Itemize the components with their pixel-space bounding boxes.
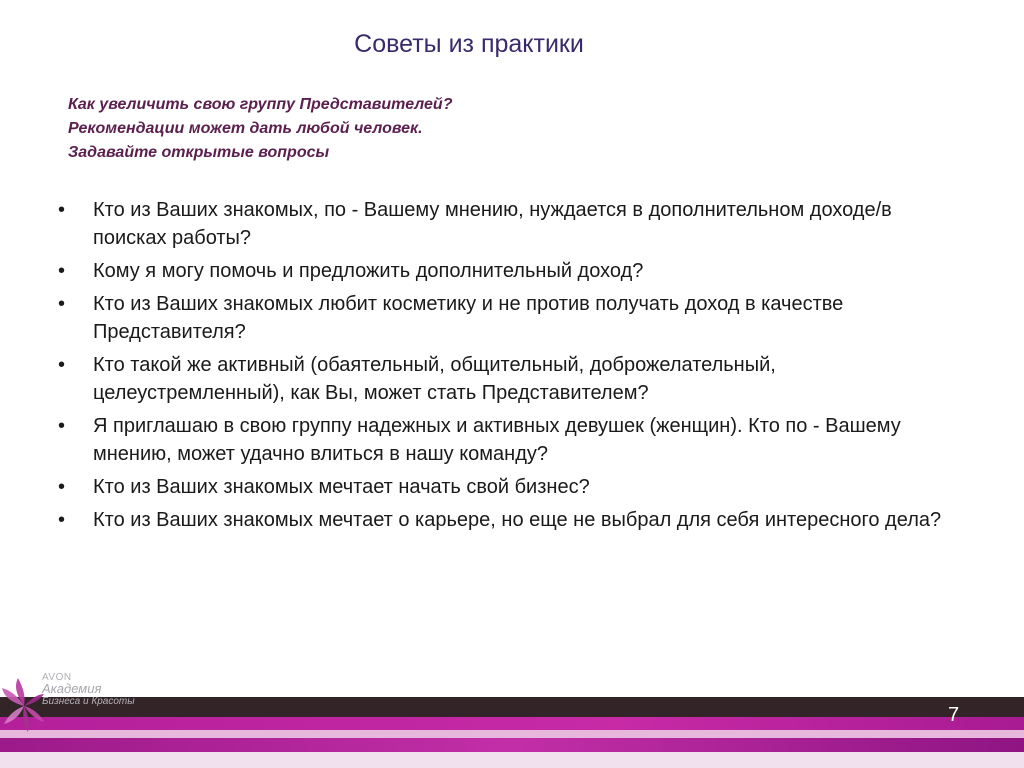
footer-band-purple-lower [0,738,1024,752]
bullet-text: Кто такой же активный (обаятельный, общительный, доброжелательный, целеустремленный), как Вы, может стать Представителем? [93,354,776,404]
bullet-item [58,506,958,534]
bullet-item [58,351,958,407]
lotus-flower-icon [2,676,46,734]
bullet-icon: • [58,260,66,282]
logo-name: Академия [42,681,102,696]
subtitle-line: Как увеличить свою группу Представителей? [68,96,453,113]
bullet-text: Кто из Ваших знакомых мечтает начать свой бизнес? [93,476,590,498]
bullet-item [58,196,958,252]
logo-brand: AVON [42,672,72,683]
bullet-text: Кто из Ваших знакомых мечтает о карьере, но еще не выбрал для себя интересного дела? [93,509,942,531]
bullet-text: Кто из Ваших знакомых, по - Вашему мнению, нуждается в дополнительном доходе/в поисках работы? [93,199,892,249]
slide-subtitle [68,93,452,165]
slide-title: Советы из практики [354,30,584,58]
bullet-item [58,290,958,346]
bullet-icon: • [58,354,66,376]
page-number: 7 [948,704,960,726]
subtitle-line: Задавайте открытые вопросы [68,144,330,161]
academy-logo [2,672,182,734]
subtitle-line: Рекомендации может дать любой человек. [68,120,423,137]
bullet-icon: • [58,509,66,531]
bullet-item [58,412,958,468]
bullet-text: Кто из Ваших знакомых любит косметику и не против получать доход в качестве Представителя? [93,293,844,343]
bullet-icon: • [58,293,66,315]
footer-band-pale [0,752,1024,768]
logo-tagline: Бизнеса и Красоты [42,696,135,707]
bullet-list [58,196,958,539]
bullet-text: Кому я могу помочь и предложить дополнительный доход? [93,260,644,282]
bullet-item [58,473,958,501]
bullet-item [58,257,958,285]
bullet-icon: • [58,199,66,221]
bullet-icon: • [58,415,66,437]
bullet-text: Я приглашаю в свою группу надежных и активных девушек (женщин). Кто по - Вашему мнению, может удачно влиться в нашу команду? [93,415,901,465]
bullet-icon: • [58,476,66,498]
